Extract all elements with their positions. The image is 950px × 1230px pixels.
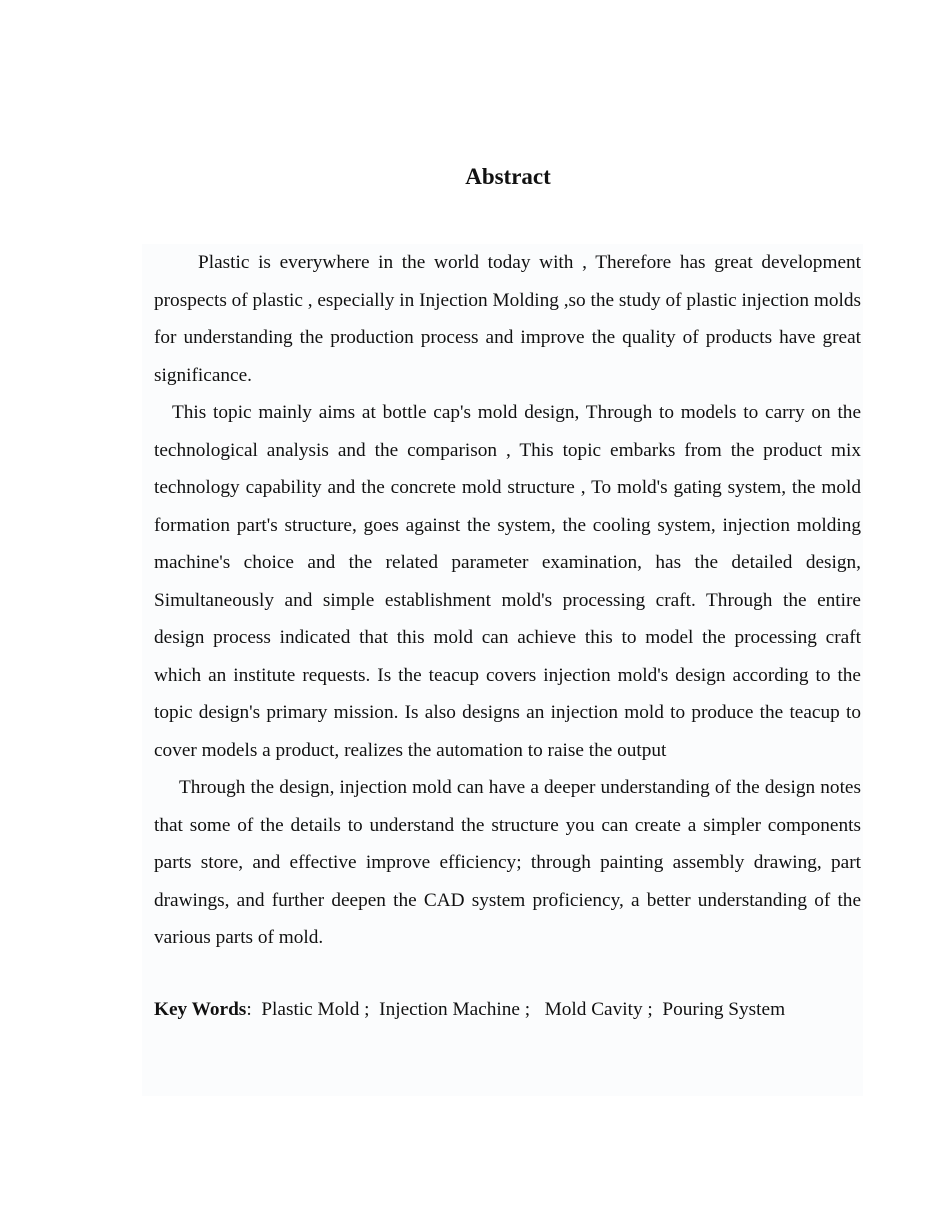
keywords-text: Plastic Mold ; Injection Machine ; Mold Cavity ; Pouring System	[251, 998, 786, 1020]
paragraph-3: Through the design, injection mold can have a deeper understanding of the design notes that some of the details to understand the structure you can create a simpler components parts store, and effective improve efficiency; through painting assembly drawing, part drawings, and further deepen the CAD system proficiency, a better understanding of the various parts of mold.	[154, 777, 861, 948]
keywords-label: Key Words	[154, 998, 247, 1020]
abstract-body	[154, 244, 861, 1028]
abstract-title: Abstract	[465, 164, 551, 189]
keywords-line	[154, 991, 861, 1029]
paragraph-1: Plastic is everywhere in the world today with , Therefore has great development prospects of plastic , especially in Injection Molding ,so the study of plastic injection molds for understanding the production process and improve the quality of products have great significance.	[154, 252, 861, 386]
keywords-separator: :	[246, 998, 252, 1020]
paragraph-2: This topic mainly aims at bottle cap's mold design, Through to models to carry on the technological analysis and the comparison , This topic embarks from the product mix technology capability and the concrete mold structure , To mold's gating system, the mold formation part's structure, goes against the system, the cooling system, injection molding machine's choice and the related parameter examination, has the detailed design, Simultaneously and simple establishment mold's processing craft. Through the entire design process indicated that this mold can achieve this to model the processing craft which an institute requests. Is the teacup covers injection mold's design according to the topic design's primary mission. Is also designs an injection mold to produce the teacup to cover models a product, realizes the automation to raise the output	[154, 402, 861, 761]
